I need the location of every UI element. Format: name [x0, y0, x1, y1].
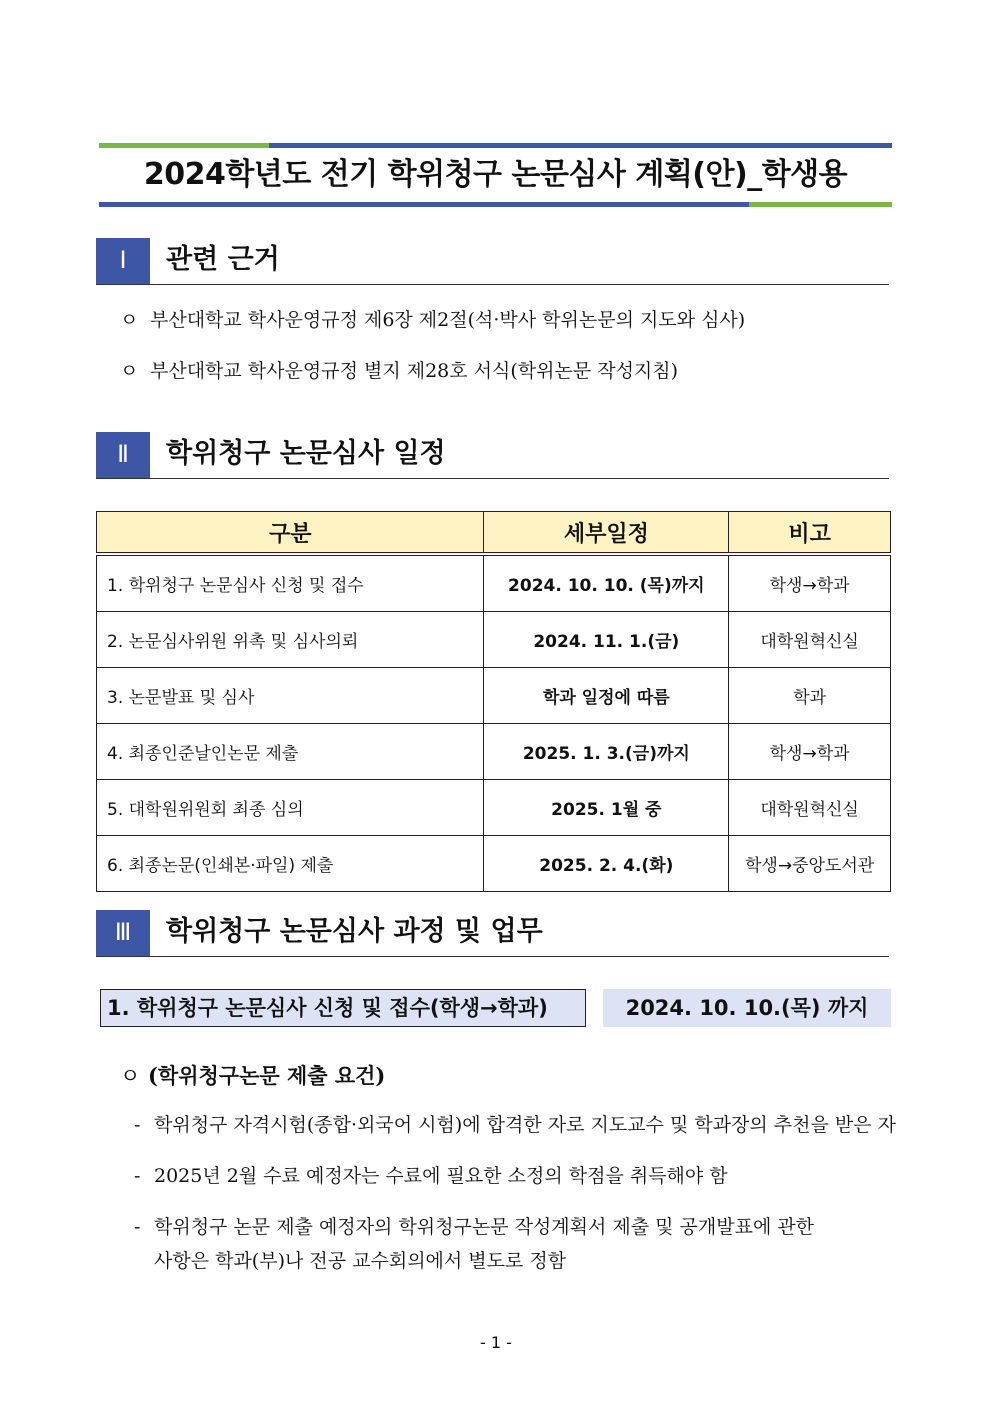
- row-item: 1. 학위청구 논문심사 신청 및 접수: [97, 554, 484, 612]
- row-date: 2025. 1. 3.(금)까지: [484, 724, 729, 780]
- table-row: [97, 780, 891, 836]
- row-note: 학과: [729, 668, 891, 724]
- table-row: [97, 668, 891, 724]
- basis-item-1: [120, 307, 745, 333]
- section-number-1: Ⅰ: [96, 238, 150, 284]
- requirement-text-2: 2025년 2월 수료 예정자는 수료에 필요한 소정의 학점을 취득해야 함: [154, 1165, 728, 1187]
- table-row: [97, 724, 891, 780]
- bullet-symbol: ㅇ: [120, 1064, 141, 1088]
- bullet-symbol: ㅇ: [120, 360, 139, 382]
- section-number-2: Ⅱ: [96, 432, 150, 478]
- page-number: - 1 -: [480, 1333, 512, 1352]
- row-item: 3. 논문발표 및 심사: [97, 668, 484, 724]
- section-title-3: 학위청구 논문심사 과정 및 업무: [166, 916, 543, 947]
- requirements-heading: [120, 1060, 385, 1090]
- requirement-item-2: - 2025년 2월 수료 예정자는 수료에 필요한 소정의 학점을 취득해야 함: [134, 1165, 728, 1187]
- row-note: 학생→중앙도서관: [729, 836, 891, 892]
- section-title-2: 학위청구 논문심사 일정: [166, 438, 446, 469]
- basis-text-2: 부산대학교 학사운영규정 별지 제28호 서식(학위논문 작성지침): [150, 360, 679, 382]
- title-bottom-bar-blue: [99, 202, 749, 207]
- title-block: [99, 143, 892, 207]
- requirement-item-1: - 학위청구 자격시험(종합·외국어 시험)에 합격한 자로 지도교수 및 학과장의 추천을 받은 자: [134, 1114, 897, 1136]
- bullet-symbol: ㅇ: [120, 309, 139, 331]
- section-heading-1: [96, 238, 889, 285]
- requirement-text-3-line2: 사항은 학과(부)나 전공 교수회의에서 별도로 정함: [154, 1250, 567, 1272]
- schedule-table: [96, 511, 891, 892]
- row-note: 학생→학과: [729, 554, 891, 612]
- row-item: 5. 대학원위원회 최종 심의: [97, 780, 484, 836]
- row-date: 2024. 11. 1.(금): [484, 612, 729, 668]
- row-item: 4. 최종인준날인논문 제출: [97, 724, 484, 780]
- section-heading-3: [96, 910, 889, 957]
- table-row: [97, 612, 891, 668]
- row-date: 2025. 2. 4.(화): [484, 836, 729, 892]
- section-title-1: 관련 근거: [166, 244, 280, 275]
- title-bottom-bar-green: [749, 202, 892, 207]
- row-date: 2025. 1월 중: [484, 780, 729, 836]
- row-note: 학생→학과: [729, 724, 891, 780]
- schedule-header-row: [97, 512, 891, 555]
- title-top-bar-green: [99, 143, 269, 148]
- step1-label-box: 1. 학위청구 논문심사 신청 및 접수(학생→학과): [100, 989, 586, 1027]
- row-date: 2024. 10. 10. (목)까지: [484, 554, 729, 612]
- requirement-text-3-line1: 학위청구 논문 제출 예정자의 학위청구논문 작성계획서 제출 및 공개발표에 관한: [154, 1216, 815, 1238]
- requirement-item-3: - 학위청구 논문 제출 예정자의 학위청구논문 작성계획서 제출 및 공개발표에 관한 사항은 학과(부)나 전공 교수회의에서 별도로 정함: [134, 1210, 898, 1278]
- row-item: 6. 최종논문(인쇄본·파일) 제출: [97, 836, 484, 892]
- requirement-text-1: 학위청구 자격시험(종합·외국어 시험)에 합격한 자로 지도교수 및 학과장의 추천을 받은 자: [154, 1114, 897, 1136]
- section-heading-2: [96, 432, 889, 479]
- table-row: [97, 836, 891, 892]
- row-note: 대학원혁신실: [729, 612, 891, 668]
- header-detail-date: 세부일정: [484, 512, 729, 555]
- row-date: 학과 일정에 따름: [484, 668, 729, 724]
- basis-text-1: 부산대학교 학사운영규정 제6장 제2절(석·박사 학위논문의 지도와 심사): [150, 309, 746, 331]
- page-title: 2024학년도 전기 학위청구 논문심사 계획(안)_학생용: [143, 157, 848, 192]
- header-note: 비고: [729, 512, 891, 555]
- title-top-bar-blue: [269, 143, 892, 148]
- basis-item-2: [120, 358, 678, 384]
- table-row: [97, 554, 891, 612]
- row-item: 2. 논문심사위원 위촉 및 심사의뢰: [97, 612, 484, 668]
- section-number-3: Ⅲ: [96, 910, 150, 956]
- step1-deadline: 2024. 10. 10.(목) 까지: [603, 989, 891, 1027]
- row-note: 대학원혁신실: [729, 780, 891, 836]
- requirements-title: (학위청구논문 제출 요건): [148, 1063, 386, 1088]
- header-category: 구분: [97, 512, 484, 555]
